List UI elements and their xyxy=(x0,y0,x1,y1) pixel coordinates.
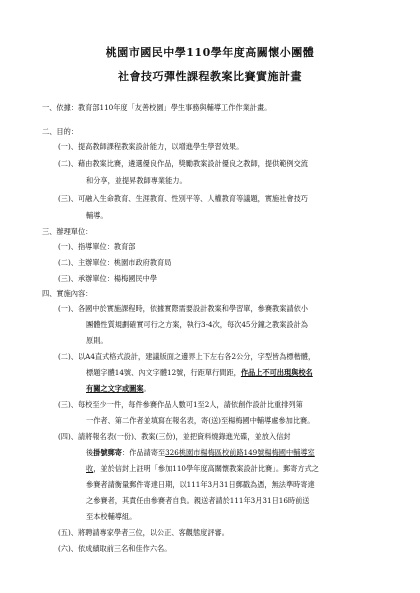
content-item-1-line3: 原則。 xyxy=(86,336,108,345)
content-item-4-line5: 之參賽者，其責任由參賽者自負。親送者請於111年3月31日16時前送 xyxy=(86,496,310,505)
content-item-4-line2-pre: 後 xyxy=(86,448,94,457)
section-basis: 一、依據：教育部110年度「友善校園」學生事務與輔導工作作業計畫。 xyxy=(42,103,272,112)
content-item-3-line1: (三)、每校至少一件，每件參賽作品人數可1至2人，請依創作設計比重排列第 xyxy=(58,400,303,409)
content-item-1-line1: (一)、各國中於實施課程時，依據實際需要設計教案和學習單，參賽教案請依小 xyxy=(58,304,308,313)
content-item-2-line3-end: 。 xyxy=(143,384,151,393)
purpose-item-2-line1: (二)、藉由教案比賽，遴選優良作品，獎勵教案設計優良之教師，提供範例交流 xyxy=(58,159,308,168)
content-item-4-line3-text: ，並於信封上註明「參加110學年度高關懷教案設計比賽」。郵寄方式之 xyxy=(93,464,319,473)
purpose-item-1: (一)、提高教師課程教案設計能力，以增進學生學習效果。 xyxy=(58,142,244,151)
content-item-2-line2-text: 標題字體14號、內文字體12號，行距單行間距， xyxy=(86,368,241,377)
organizer-host: (二)、主辦單位：桃園市政府教育局 xyxy=(58,258,172,267)
mailing-address-end: 收 xyxy=(86,464,94,473)
content-item-3-line2: 一作者、第二作者並填寫在報名表，寄(送)至楊梅國中輔導處參加比賽。 xyxy=(86,416,315,425)
section-organizers-heading: 三、辦理單位： xyxy=(42,227,93,236)
content-item-6: (六)、依成績取前三名和佳作六名。 xyxy=(58,544,172,553)
content-item-1-line2: 團體性質規劃確實可行之方案，執行3-4次，每次45分鐘之教案設計為 xyxy=(86,320,308,329)
content-item-5: (五)、將聘請專家學者三位，以公正、客觀態度評審。 xyxy=(58,528,229,537)
content-item-2-emphasis: 作品上不可出現與校名 xyxy=(240,368,313,377)
content-item-4-line1: (四)、請將報名表(一份)、教案(三份)，並把資料燒錄進光碟，並放入信封 xyxy=(58,432,291,441)
organizer-guidance: (一)、指導單位：教育部 xyxy=(58,242,136,251)
mailing-address: 326桃園市楊梅區校前路149號楊梅國中輔導室 xyxy=(165,448,315,457)
content-item-2-line3 xyxy=(86,384,151,393)
purpose-item-3-line2: 輔導。 xyxy=(86,211,108,220)
content-item-4-line6: 至本校輔導組。 xyxy=(86,512,137,521)
document-title-line2: 社會技巧彈性課程教案比賽實施計畫 xyxy=(118,70,302,83)
content-item-4-line2-mid: ：作品請寄至 xyxy=(121,448,166,457)
purpose-item-2-line2: 和分享，並提昇教師專業能力。 xyxy=(86,176,187,185)
section-purpose-heading: 二、目的： xyxy=(42,127,78,136)
content-item-4-line3 xyxy=(86,464,319,473)
content-item-4-line4: 參賽者請衡量郵件寄達日期，以111年3月31日郵戳為憑，無法準時寄達 xyxy=(86,480,315,489)
purpose-item-3-line1: (三)、可融入生命教育、生涯教育、性別平等、人權教育等議題，實施社會技巧 xyxy=(58,194,308,203)
content-item-2-line1: (二)、以A4直式格式設計，建議版面之邊界上下左右各2公分，字型皆為標楷體， xyxy=(58,352,316,361)
registered-mail-label: 掛號郵寄 xyxy=(93,448,122,457)
organizer-executor: (三)、承辦單位：楊梅國民中學 xyxy=(58,274,158,283)
section-content-heading: 四、實施內容： xyxy=(42,289,93,298)
document-title-line1: 桃園市國民中學110學年度高關懷小團體 xyxy=(105,46,315,59)
content-item-2-line2 xyxy=(86,368,313,377)
content-item-4-line2 xyxy=(86,448,315,457)
content-item-2-emphasis-cont: 有關之文字或圖案 xyxy=(86,384,144,393)
